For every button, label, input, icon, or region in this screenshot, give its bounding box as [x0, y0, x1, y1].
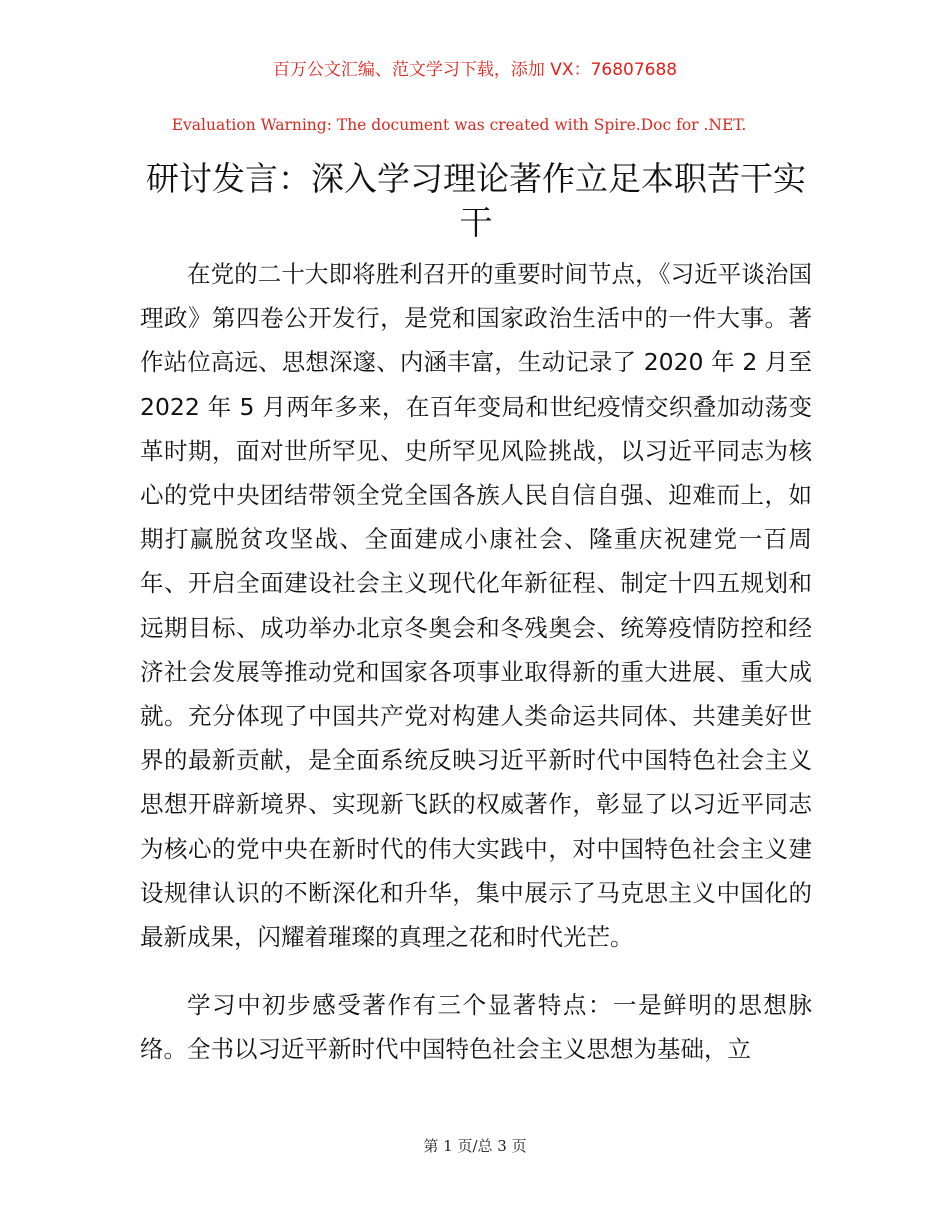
- document-title: 研讨发言：深入学习理论著作立足本职苦干实干: [146, 159, 806, 242]
- body-paragraph: 学习中初步感受著作有三个显著特点：一是鲜明的思想脉络。全书以习近平新时代中国特色社会主义思想为基础，立: [140, 991, 812, 1064]
- evaluation-warning: Evaluation Warning: The document was created with Spire.Doc for .NET.: [171, 116, 747, 134]
- document-body: [140, 252, 812, 1096]
- body-paragraph: 在党的二十大即将胜利召开的重要时间节点，《习近平谈治国理政》第四卷公开发行，是党和国家政治生活中的一件大事。著作站位高远、思想深邃、内涵丰富，生动记录了 2020 年 2 月至 2022 年 5 月两年多来，在百年变局和世纪疫情交织叠加动荡变革时期，面对世所罕见、史所罕见风险挑战，以习近平同志为核心的党中央团结带领全党全国各族人民自信自强、迎难而上，如期打赢脱贫攻坚战、全面建成小康社会、隆重庆祝建党一百周年、开启全面建设社会主义现代化年新征程、制定十四五规划和远期目标、成功举办北京冬奥会和冬残奥会、统筹疫情防控和经济社会发展等推动党和国家各项事业取得新的重大进展、重大成就。充分体现了中国共产党对构建人类命运共同体、共建美好世界的最新贡献，是全面系统反映习近平新时代中国特色社会主义思想开辟新境界、实现新飞跃的权威著作，彰显了以习近平同志为核心的党中央在新时代的伟大实践中，对中国特色社会主义建设规律认识的不断深化和升华，集中展示了马克思主义中国化的最新成果，闪耀着璀璨的真理之花和时代光芒。: [140, 260, 812, 952]
- page-number-footer: 第 1 页/总 3 页: [423, 1137, 527, 1155]
- promo-header: 百万公文汇编、范文学习下载，添加 VX：76807688: [272, 60, 678, 80]
